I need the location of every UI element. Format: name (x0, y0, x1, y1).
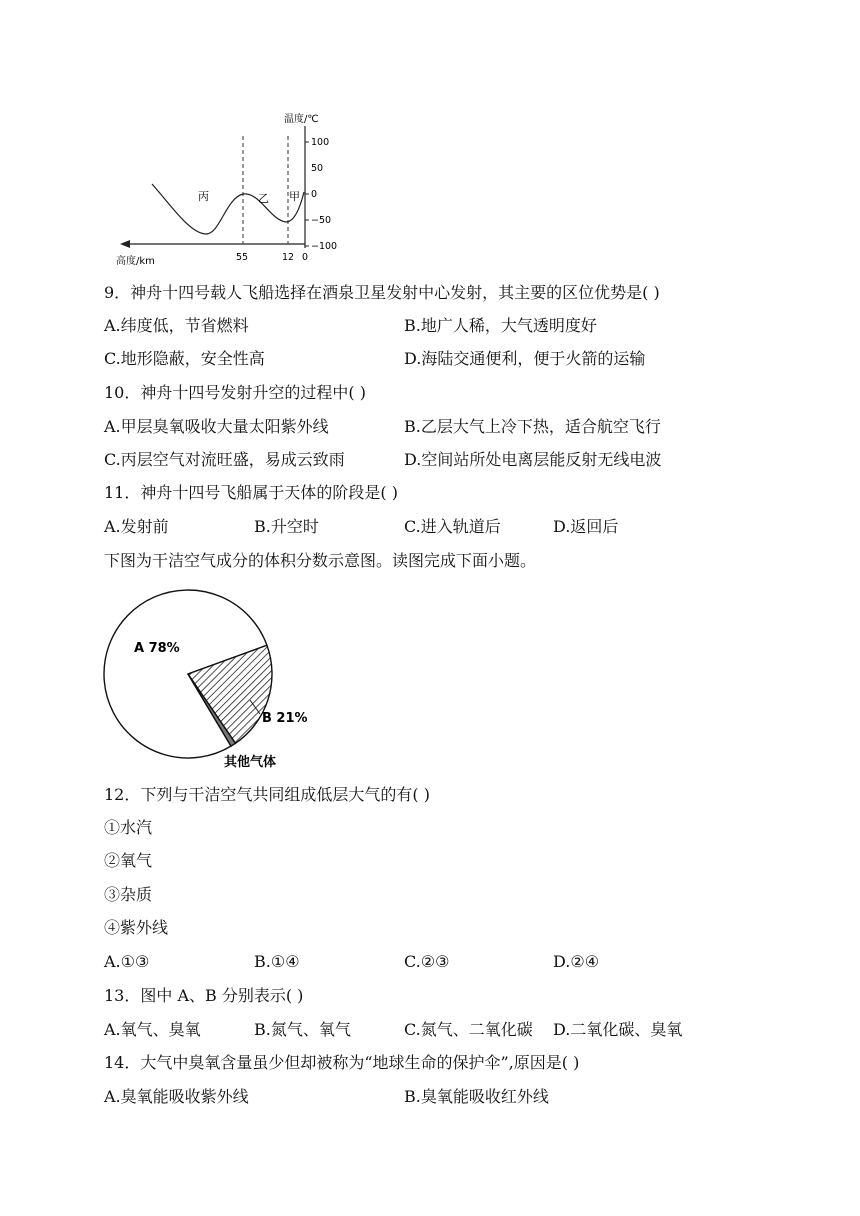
air-composition-pie-chart (100, 580, 340, 770)
q13-option-c[interactable]: C.氮气、二氧化碳 (404, 1020, 533, 1039)
temp-axis-title: 温度/℃ (284, 114, 319, 125)
q12-item-4: ④紫外线 (104, 918, 169, 937)
x-tick-label: 0 (302, 252, 309, 263)
q12-option-d[interactable]: D.②④ (553, 952, 600, 971)
q12-item-1: ①水汽 (104, 818, 153, 837)
q11-option-d[interactable]: D.返回后 (553, 517, 619, 536)
q13-option-a[interactable]: A.氧气、臭氧 (104, 1020, 201, 1039)
temp-ticks (305, 137, 337, 252)
q11-option-c[interactable]: C.进入轨道后 (404, 517, 501, 536)
temperature-profile-diagram (108, 108, 348, 270)
slice-label-b: B 21% (262, 711, 308, 726)
q9-option-c[interactable]: C.地形隐蔽，安全性高 (104, 349, 265, 368)
q11-option-a[interactable]: A.发射前 (104, 517, 169, 536)
q12-option-c[interactable]: C.②③ (404, 952, 450, 971)
layer-label-bing: 丙 (198, 190, 209, 203)
q10-option-b[interactable]: B.乙层大气上冷下热，适合航空飞行 (404, 417, 661, 436)
q14-option-a[interactable]: A.臭氧能吸收紫外线 (104, 1087, 249, 1106)
q14-option-b[interactable]: B.臭氧能吸收红外线 (404, 1087, 549, 1106)
figure-intro: 下图为干洁空气成分的体积分数示意图。读图完成下面小题。 (104, 551, 537, 570)
q12-option-a[interactable]: A.①③ (104, 952, 150, 971)
x-tick-label: 55 (236, 252, 249, 263)
q10-option-d[interactable]: D.空间站所处电离层能反射无线电波 (404, 450, 662, 469)
slice-label-other: 其他气体 (224, 755, 277, 770)
slice-label-a: A 78% (134, 641, 180, 656)
q11-option-b[interactable]: B.升空时 (254, 517, 319, 536)
q12-option-b[interactable]: B.①④ (254, 952, 300, 971)
question-13-stem: 13．图中 A、B 分别表示( ) (104, 986, 304, 1005)
tick-label: −50 (311, 215, 332, 226)
q9-option-b[interactable]: B.地广人稀，大气透明度好 (404, 316, 597, 335)
q13-option-b[interactable]: B.氮气、氧气 (254, 1020, 351, 1039)
question-12-stem: 12．下列与干洁空气共同组成低层大气的有( ) (104, 785, 430, 804)
tick-label: 50 (311, 163, 324, 174)
tick-label: −100 (311, 241, 338, 252)
q13-option-d[interactable]: D.二氧化碳、臭氧 (553, 1020, 683, 1039)
question-10-stem: 10．神舟十四号发射升空的过程中( ) (104, 383, 366, 402)
temperature-curve (152, 184, 304, 234)
q9-option-a[interactable]: A.纬度低，节省燃料 (104, 316, 249, 335)
q12-item-3: ③杂质 (104, 885, 153, 904)
question-14-stem: 14．大气中臭氧含量虽少但却被称为“地球生命的保护伞”,原因是( ) (104, 1053, 580, 1072)
question-9-stem: 9．神舟十四号载人飞船选择在酒泉卫星发射中心发射，其主要的区位优势是( ) (104, 283, 660, 302)
altitude-axis-title: 高度/km (116, 256, 155, 267)
question-11-stem: 11．神舟十四号飞船属于天体的阶段是( ) (104, 483, 398, 502)
tick-label: 100 (311, 137, 330, 148)
q10-option-a[interactable]: A.甲层臭氧吸收大量太阳紫外线 (104, 417, 329, 436)
layer-label-jia: 甲 (289, 190, 300, 203)
layer-label-yi: 乙 (258, 192, 269, 205)
x-tick-label: 12 (282, 252, 295, 263)
altitude-axis-arrow (120, 240, 130, 248)
q12-item-2: ②氧气 (104, 851, 153, 870)
q10-option-c[interactable]: C.丙层空气对流旺盛，易成云致雨 (104, 450, 345, 469)
q9-option-d[interactable]: D.海陆交通便利，便于火箭的运输 (404, 349, 646, 368)
tick-label: 0 (311, 189, 318, 200)
